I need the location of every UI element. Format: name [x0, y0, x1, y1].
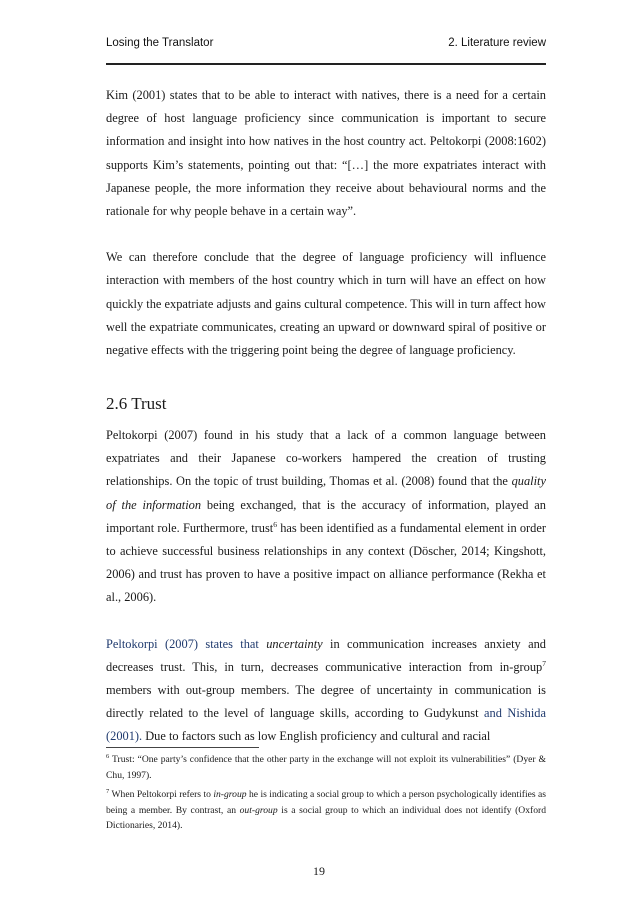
footnote-text: When Peltokorpi refers to	[109, 789, 214, 801]
text-run: has been identified as a fundamental element in order to achieve successful business relationships in any context (Döscher, 2014; Kingshott, 2006) and trust has proven to have a positive impact on alliance performance (Rekha et al., 2006).	[106, 520, 546, 605]
footnote-separator	[106, 747, 259, 748]
footnotes	[106, 752, 546, 834]
footnote-text: he is indicating a social group to which a person psychologically identifies as being a member. By contrast, an	[106, 789, 547, 816]
emphasis-quality: quality of the information	[106, 474, 546, 512]
footnote-ref-7[interactable]: 7	[542, 658, 546, 668]
citation-peltokorpi: Peltokorpi (2007) states that	[106, 636, 267, 651]
paragraph-trust-2	[106, 633, 546, 749]
footnote-text: Trust: “One party’s confidence that the other party in the exchange will not exploit its vulnerabilities” (Dyer & Chu, 1997).	[106, 754, 546, 781]
footnote-number: 6	[106, 752, 110, 760]
text-run: in communication increases anxiety and decreases trust. This, in turn, decreases communicative interaction from in-group	[106, 636, 546, 674]
text-run: members with out-group members. The degree of uncertainty in communication is directly related to the level of language skills, according to Gudykunst	[106, 683, 546, 721]
paragraph-conclusion: We can therefore conclude that the degree of language proficiency will influence interaction with members of the host country which in turn will have an effect on how quickly the expatriate adjusts and gains cultural competence. This will in turn affect how well the expatriate communicates, creating an upward or downward spiral of positive or negative effects with the triggering point being the degree of language proficiency.	[106, 250, 546, 358]
footnote-ref-6[interactable]: 6	[273, 519, 277, 529]
section-body	[106, 424, 546, 749]
citation-nishida: and Nishida (2001).	[106, 706, 546, 744]
paragraph-trust-1	[106, 424, 546, 610]
footnote-7	[106, 787, 546, 834]
text-run: being exchanged, that is the accuracy of information, played an important role. Furthermore, trust	[106, 497, 546, 535]
paragraph-kim: Kim (2001) states that to be able to interact with natives, there is a need for a certain degree of host language proficiency since communication is important to secure information and insight into how natives in the host country act. Peltokorpi (2008:1602) supports Kim’s statements, pointing out that: “[…] the more expatriates interact with Japanese people, the more information they receive about behavioural norms and the rationale for why people behave in a certain way”.	[106, 88, 546, 219]
page-number: 19	[313, 864, 325, 878]
running-header	[106, 37, 546, 57]
footnote-text: is a social group to which an individual does not identify (Oxford Dictionaries, 2014).	[106, 804, 546, 832]
text-run: Due to factors such as low English proficiency and cultural and racial	[142, 729, 491, 744]
header-document-title: Losing the Translator	[106, 37, 214, 49]
text-run: Peltokorpi (2007) found in his study that a lack of a common language between expatriates and their Japanese co-workers hampered the creation of trusting relationships. On the topic of trust building, Thomas et al. (2008) found that the	[106, 428, 546, 489]
emphasis-uncertainty: uncertainty	[266, 636, 323, 651]
emphasis-out-group: out-group	[239, 804, 278, 816]
emphasis-in-group: in-group	[213, 789, 247, 801]
footnote-number: 7	[106, 788, 110, 795]
section-heading-trust: 2.6 Trust	[106, 394, 167, 413]
main-text	[106, 84, 546, 362]
footnote-6	[106, 752, 546, 783]
header-divider	[106, 63, 546, 65]
header-chapter-title: 2. Literature review	[448, 37, 546, 49]
